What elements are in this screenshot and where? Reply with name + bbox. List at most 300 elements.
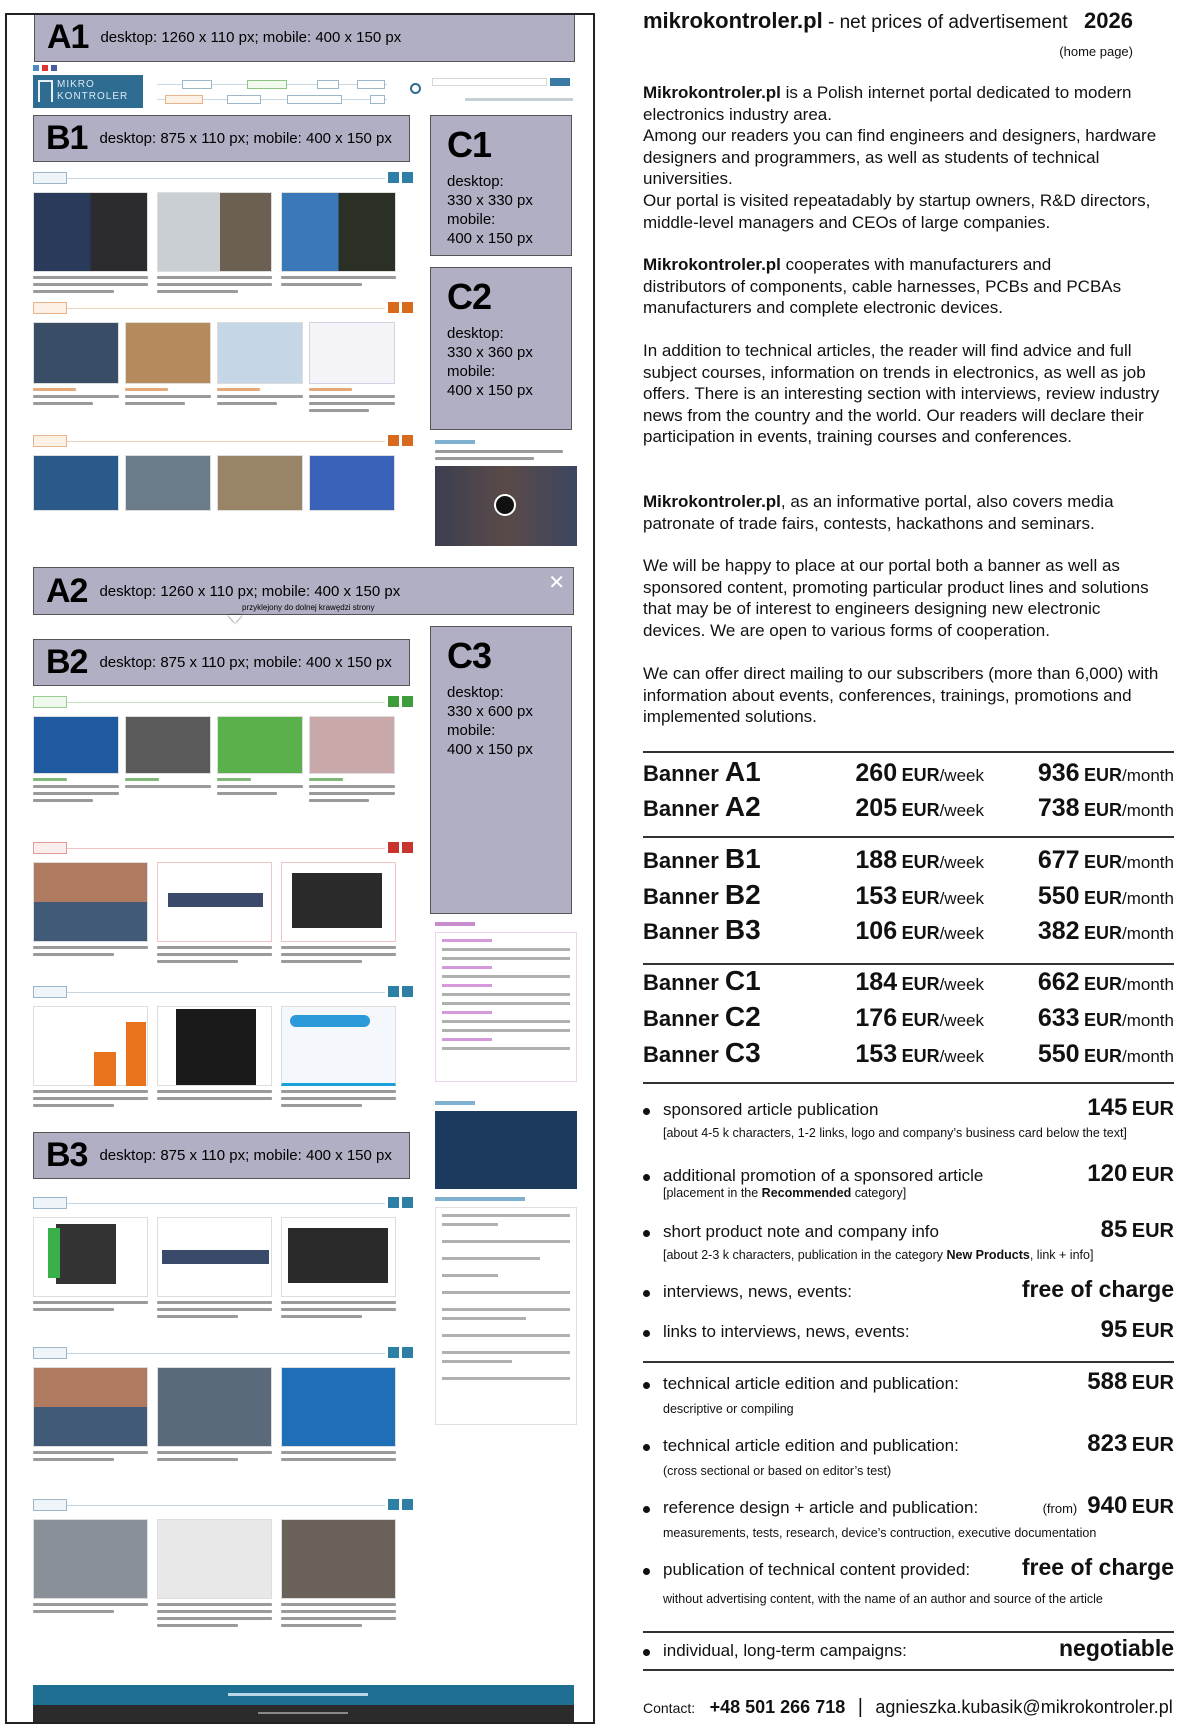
- bullet-icon: [643, 1230, 650, 1237]
- article-card[interactable]: [309, 716, 395, 802]
- prev-arrow-icon[interactable]: [388, 172, 399, 183]
- monthly-price: [1038, 882, 1174, 911]
- next-arrow-icon[interactable]: [402, 1347, 413, 1358]
- service-price: [1087, 1094, 1174, 1122]
- weekly-price: [855, 968, 984, 997]
- article-card[interactable]: [157, 192, 272, 293]
- section-tag[interactable]: [33, 1499, 67, 1511]
- article-card[interactable]: [217, 322, 303, 412]
- banner-name: [643, 791, 761, 823]
- period: /month: [1122, 766, 1174, 785]
- period: /week: [939, 1011, 984, 1030]
- section-tag[interactable]: [33, 172, 67, 184]
- price-value: 823: [1087, 1430, 1128, 1457]
- price-value: 550: [1037, 1040, 1080, 1068]
- banner-name: [643, 914, 761, 946]
- social-icons: [33, 65, 57, 71]
- banner-label: Banner: [643, 1042, 719, 1067]
- article-card[interactable]: [157, 1519, 272, 1627]
- widget-label: [435, 1197, 525, 1201]
- currency: EUR: [901, 888, 940, 908]
- section-tag[interactable]: [33, 986, 67, 998]
- price-value: 188: [855, 846, 898, 874]
- banner-code: C3: [724, 1037, 761, 1068]
- service-label: reference design + article and publication:: [663, 1498, 979, 1517]
- period: /week: [939, 975, 984, 994]
- service-price: [1022, 1276, 1174, 1303]
- banner-label: Banner: [643, 848, 719, 873]
- paragraph-text: is a Polish internet portal dedicated to modern electronics industry area.: [643, 83, 1132, 124]
- service-price: [1101, 1216, 1174, 1244]
- price-value: 205: [855, 794, 898, 822]
- period: /week: [939, 853, 984, 872]
- banner-price-row: [643, 879, 1174, 913]
- service-label: additional promotion of a sponsored article: [663, 1166, 984, 1185]
- next-arrow-icon[interactable]: [402, 986, 413, 997]
- note-category: New Products: [946, 1248, 1030, 1262]
- next-arrow-icon[interactable]: [402, 435, 413, 446]
- banner-name: [643, 843, 761, 875]
- service-label: short product note and company info: [663, 1222, 939, 1241]
- article-card[interactable]: [125, 716, 211, 802]
- banner-size-desktop: 330 x 330 px: [447, 192, 533, 209]
- price-value: 260: [855, 759, 898, 787]
- article-card[interactable]: [125, 322, 211, 412]
- banner-name: [643, 1037, 761, 1069]
- article-card[interactable]: [157, 862, 272, 963]
- next-arrow-icon[interactable]: [402, 172, 413, 183]
- banner-name: [643, 756, 761, 788]
- news-section: [33, 986, 413, 1107]
- section-header: [33, 986, 413, 1000]
- period: /week: [939, 889, 984, 908]
- article-card[interactable]: [217, 716, 303, 802]
- links-widget: [435, 1197, 577, 1425]
- banner-label: Banner: [643, 919, 719, 944]
- brand-name: Mikrokontroler.pl: [643, 255, 781, 274]
- paragraph-text: , as an informative portal, also covers media patronate of trade fairs, contests, hackathons and seminars.: [643, 492, 1114, 533]
- news-section: [33, 172, 413, 293]
- currency: EUR: [1131, 1320, 1174, 1342]
- nav-item[interactable]: [165, 95, 203, 104]
- price-value: 550: [1037, 882, 1080, 910]
- bullet-icon: [643, 1290, 650, 1297]
- price-value: 85: [1100, 1216, 1128, 1243]
- logo-text-2: KONTROLER: [57, 91, 129, 102]
- contact-phone[interactable]: +48 501 266 718: [709, 1697, 846, 1717]
- events-widget: [435, 922, 577, 1082]
- article-card[interactable]: [33, 192, 148, 293]
- article-card[interactable]: [33, 716, 119, 802]
- nav-item[interactable]: [287, 95, 342, 104]
- service-note: [about 4-5 k characters, 1-2 links, logo and company’s business card below the text]: [663, 1126, 1127, 1140]
- service-note: measurements, tests, research, device’s contruction, executive documentation: [663, 1526, 1097, 1540]
- article-card[interactable]: [157, 1217, 272, 1318]
- banner-b2: [33, 639, 410, 686]
- footer-copyright: [33, 1705, 574, 1722]
- article-card[interactable]: [217, 455, 303, 511]
- arrow-down-icon: [228, 615, 242, 623]
- period: /week: [939, 924, 984, 943]
- prev-arrow-icon[interactable]: [388, 842, 399, 853]
- news-section: [33, 1499, 413, 1627]
- weekly-price: [855, 1004, 984, 1033]
- price-value: 936: [1037, 759, 1080, 787]
- banner-size-desktop: 330 x 360 px: [447, 344, 533, 361]
- nav-item[interactable]: [182, 80, 212, 89]
- page-subtitle: (home page): [1059, 44, 1133, 59]
- banner-label: Banner: [643, 884, 719, 909]
- service-price: [1087, 1160, 1174, 1188]
- currency: EUR: [1084, 1046, 1123, 1066]
- banner-name: [643, 965, 761, 997]
- section-header: [33, 696, 413, 710]
- article-card[interactable]: [309, 455, 395, 511]
- section-tag[interactable]: [33, 435, 67, 447]
- section-tag[interactable]: [33, 1347, 67, 1359]
- currency: EUR: [1084, 888, 1123, 908]
- banner-price-row: [643, 756, 1174, 790]
- price-value: 677: [1037, 846, 1080, 874]
- intro-paragraph-5: We will be happy to place at our portal both a banner as well as sponsored content, promoting particular product lines and solutions that may be of interest to engineers designing new electronic devices. We are open to various forms of cooperation.: [643, 556, 1149, 640]
- title-text: - net prices of advertisement: [822, 12, 1068, 33]
- currency: EUR: [901, 923, 940, 943]
- article-card[interactable]: [281, 862, 396, 963]
- banner-size-label: mobile:: [447, 722, 496, 739]
- nav-item[interactable]: [247, 80, 287, 89]
- currency: EUR: [1084, 852, 1123, 872]
- news-section: [33, 842, 413, 963]
- banner-size-label: mobile:: [447, 363, 496, 380]
- nav-item[interactable]: [317, 80, 339, 89]
- service-price: [1087, 1430, 1174, 1458]
- banner-code: B1: [724, 843, 761, 874]
- banner-size: desktop: 875 x 110 px; mobile: 400 x 150 px: [99, 654, 392, 671]
- period: /month: [1122, 801, 1174, 820]
- banner-code: A2: [46, 571, 88, 610]
- banner-size: desktop: 1260 x 110 px; mobile: 400 x 150 px: [99, 582, 401, 600]
- section-tag[interactable]: [33, 696, 67, 708]
- intro-paragraph-3: In addition to technical articles, the reader will find advice and full subject courses, information on trends in electronics, as well as job offers. There is an interesting section with interviews, review industry news from the country and the world. Our readers will declare their participation in events, training courses and conferences.: [643, 341, 1160, 447]
- search-icon[interactable]: [410, 83, 421, 94]
- section-header: [33, 1347, 413, 1361]
- prev-arrow-icon[interactable]: [388, 302, 399, 313]
- service-price: [1101, 1316, 1174, 1344]
- banner-code: C2: [447, 276, 492, 317]
- period: /month: [1122, 975, 1174, 994]
- page-title: [643, 8, 1133, 34]
- paragraph-text: Our portal is visited repeatadably by startup owners, R&D directors, middle-level managers and CEOs of large companies.: [643, 190, 1151, 232]
- separator: |: [857, 1696, 863, 1718]
- brand-name: mikrokontroler.pl: [643, 8, 823, 33]
- banner-label: Banner: [643, 970, 719, 995]
- banner-name: [643, 1001, 761, 1033]
- currency: EUR: [901, 765, 940, 785]
- service-label: technical article edition and publication:: [663, 1374, 959, 1393]
- monthly-price: [1038, 846, 1174, 875]
- banner-size-label: desktop:: [447, 325, 504, 342]
- divider: [643, 963, 1174, 965]
- price-value: 145: [1087, 1094, 1128, 1121]
- price-value: 633: [1037, 1004, 1080, 1032]
- article-card[interactable]: [125, 455, 211, 511]
- nav-item[interactable]: [370, 95, 385, 104]
- service-label: technical article edition and publication:: [663, 1436, 959, 1455]
- contact-line: [643, 1696, 1174, 1719]
- sticky-note: przyklejony do dolnej krawędzi strony: [242, 603, 375, 612]
- service-label: publication of technical content provided:: [663, 1560, 971, 1579]
- note-text: , link + info]: [1029, 1248, 1094, 1262]
- article-card[interactable]: [157, 1006, 272, 1107]
- banner-size-label: desktop:: [447, 684, 504, 701]
- period: /week: [939, 1047, 984, 1066]
- period: /month: [1122, 889, 1174, 908]
- site-logo[interactable]: [33, 75, 143, 108]
- monthly-price: [1038, 1004, 1174, 1033]
- banner-size-label: mobile:: [447, 211, 496, 228]
- prev-arrow-icon[interactable]: [388, 1347, 399, 1358]
- currency: EUR: [1084, 1010, 1123, 1030]
- price-value: 184: [855, 968, 898, 996]
- article-card[interactable]: [33, 322, 119, 412]
- banner-label: Banner: [643, 796, 719, 821]
- note-text: category]: [851, 1186, 907, 1200]
- period: /month: [1122, 1047, 1174, 1066]
- price-value: 176: [855, 1004, 898, 1032]
- news-section: [33, 302, 413, 412]
- divider: [643, 1631, 1174, 1633]
- price-value: 940: [1087, 1492, 1128, 1519]
- bullet-icon: [643, 1649, 650, 1656]
- weekly-price: [855, 846, 984, 875]
- note-category: Recommended: [761, 1186, 852, 1200]
- note-text: [placement in the: [663, 1186, 762, 1200]
- currency: EUR: [1131, 1098, 1174, 1120]
- banner-c1: [430, 115, 572, 256]
- twitter-icon[interactable]: [33, 65, 39, 71]
- next-arrow-icon[interactable]: [402, 1499, 413, 1510]
- next-arrow-icon[interactable]: [402, 302, 413, 313]
- banner-a2: [33, 567, 574, 615]
- currency: EUR: [1131, 1372, 1174, 1394]
- bullet-icon: [643, 1444, 650, 1451]
- news-section: [33, 696, 413, 802]
- monthly-price: [1038, 917, 1174, 946]
- article-card[interactable]: [33, 1217, 148, 1318]
- intro-paragraph-4: [643, 491, 1163, 534]
- article-card[interactable]: [281, 192, 396, 293]
- article-card[interactable]: [33, 1006, 148, 1107]
- logo-text-1: MIKRO: [57, 79, 95, 90]
- article-card[interactable]: [157, 1367, 272, 1461]
- banner-code: B2: [46, 643, 88, 681]
- banner-code: C2: [724, 1001, 761, 1032]
- banner-label: Banner: [643, 761, 719, 786]
- section-tag[interactable]: [33, 302, 67, 314]
- price-value: 153: [855, 1040, 898, 1068]
- banner-code: A2: [724, 791, 761, 822]
- service-label: interviews, news, events:: [663, 1282, 852, 1301]
- weekly-price: [855, 759, 984, 788]
- period: /week: [939, 766, 984, 785]
- widget-label: [435, 440, 475, 444]
- logo-mark: [38, 80, 53, 102]
- service-note: [663, 1186, 906, 1200]
- article-card[interactable]: [309, 322, 395, 412]
- currency: EUR: [1131, 1496, 1174, 1518]
- currency: EUR: [901, 974, 940, 994]
- paragraph-text: Among our readers you can find engineers and designers, hardware designers and programmers, as well as students of technical universities.: [643, 126, 1157, 189]
- currency: EUR: [1084, 923, 1123, 943]
- banner-price-row: [643, 843, 1174, 877]
- banner-size-mobile: 400 x 150 px: [447, 382, 533, 399]
- currency: EUR: [1084, 800, 1123, 820]
- period: /month: [1122, 924, 1174, 943]
- contact-email[interactable]: agnieszka.kubasik@mikrokontroler.pl: [875, 1697, 1173, 1717]
- youtube-icon[interactable]: [42, 65, 48, 71]
- brand-name: Mikrokontroler.pl: [643, 83, 781, 102]
- banner-size-label: desktop:: [447, 173, 504, 190]
- section-header: [33, 302, 413, 316]
- main-nav: [157, 77, 387, 107]
- price-text: free of charge: [1021, 1276, 1174, 1302]
- banner-code: B3: [46, 1136, 88, 1174]
- facebook-icon[interactable]: [51, 65, 57, 71]
- divider: [643, 1082, 1174, 1084]
- weekly-price: [855, 794, 984, 823]
- multimedia-widget: [435, 440, 577, 546]
- banner-price-row: [643, 1037, 1174, 1071]
- price-value: 382: [1037, 917, 1080, 945]
- bullet-icon: [643, 1506, 650, 1513]
- section-tag[interactable]: [33, 1197, 67, 1209]
- banner-code: C3: [447, 635, 492, 676]
- price-text: negotiable: [1058, 1635, 1174, 1661]
- banner-b3: [33, 1132, 410, 1179]
- prev-arrow-icon[interactable]: [388, 1499, 399, 1510]
- currency: EUR: [901, 800, 940, 820]
- banner-code: B2: [724, 879, 761, 910]
- prev-arrow-icon[interactable]: [388, 986, 399, 997]
- service-price: [1022, 1554, 1174, 1581]
- price-value: 106: [855, 917, 898, 945]
- price-value: 153: [855, 882, 898, 910]
- currency: EUR: [901, 852, 940, 872]
- monthly-price: [1038, 968, 1174, 997]
- price-value: 95: [1100, 1316, 1128, 1343]
- banner-size-mobile: 400 x 150 px: [447, 230, 533, 247]
- video-thumbnail[interactable]: [435, 466, 577, 546]
- weekly-price: [855, 1040, 984, 1069]
- banner-size: desktop: 875 x 110 px; mobile: 400 x 150 px: [99, 1147, 392, 1164]
- article-card[interactable]: [281, 1006, 396, 1107]
- widget-label: [435, 1101, 475, 1105]
- monthly-price: [1038, 794, 1174, 823]
- banner-a1: [34, 13, 575, 62]
- price-value: 738: [1037, 794, 1080, 822]
- period: /month: [1122, 853, 1174, 872]
- bullet-icon: [643, 1108, 650, 1115]
- search-button[interactable]: [550, 78, 570, 86]
- next-arrow-icon[interactable]: [402, 696, 413, 707]
- search-input[interactable]: [432, 78, 547, 86]
- intro-paragraph-6: We can offer direct mailing to our subscribers (more than 6,000) with information about events, conferences, trainings, promotions and implemented solutions.: [643, 664, 1159, 727]
- bullet-icon: [643, 1382, 650, 1389]
- banner-price-row: [643, 1001, 1174, 1035]
- section-header: [33, 1499, 413, 1513]
- contact-label: Contact:: [643, 1700, 696, 1716]
- banner-c3: [430, 626, 572, 914]
- divider: [643, 751, 1174, 753]
- service-label: sponsored article publication: [663, 1100, 879, 1119]
- play-icon[interactable]: [494, 494, 516, 516]
- section-tag[interactable]: [33, 842, 67, 854]
- video-thumbnail[interactable]: [435, 1111, 577, 1189]
- service-label: links to interviews, news, events:: [663, 1322, 910, 1341]
- service-note: descriptive or compiling: [663, 1402, 794, 1416]
- next-arrow-icon[interactable]: [402, 1197, 413, 1208]
- article-card[interactable]: [281, 1519, 396, 1627]
- section-header: [33, 842, 413, 856]
- price-value: 588: [1087, 1368, 1128, 1395]
- prev-arrow-icon[interactable]: [388, 435, 399, 446]
- service-note: without advertising content, with the name of an author and source of the article: [663, 1592, 1103, 1606]
- next-arrow-icon[interactable]: [402, 842, 413, 853]
- banner-code: A1: [724, 756, 761, 787]
- article-card[interactable]: [33, 862, 148, 963]
- price-value: 662: [1037, 968, 1080, 996]
- article-card[interactable]: [281, 1367, 396, 1461]
- banner-size-desktop: 330 x 600 px: [447, 703, 533, 720]
- banner-code: B1: [46, 119, 88, 157]
- service-price: [1059, 1635, 1174, 1662]
- intro-paragraph-2: [643, 254, 1123, 319]
- footer-links: [33, 1685, 574, 1705]
- prev-arrow-icon[interactable]: [388, 696, 399, 707]
- banner-c2: [430, 267, 572, 430]
- currency: EUR: [1131, 1164, 1174, 1186]
- article-card[interactable]: [33, 1519, 148, 1627]
- bullet-icon: [643, 1330, 650, 1337]
- bullet-icon: [643, 1174, 650, 1181]
- banner-code: A1: [47, 18, 89, 56]
- divider: [643, 836, 1174, 838]
- article-card[interactable]: [33, 1367, 148, 1461]
- nav-item[interactable]: [227, 95, 261, 104]
- news-section: [33, 1347, 413, 1461]
- period: /month: [1122, 1011, 1174, 1030]
- article-card[interactable]: [33, 455, 119, 511]
- banner-size: desktop: 875 x 110 px; mobile: 400 x 150 px: [99, 130, 392, 147]
- banner-label: Banner: [643, 1006, 719, 1031]
- news-section: [33, 1197, 413, 1318]
- article-card[interactable]: [281, 1217, 396, 1318]
- note-text: [about 2-3 k characters, publication in the category: [663, 1248, 947, 1262]
- banner-name: [643, 879, 761, 911]
- section-header: [33, 1197, 413, 1211]
- prev-arrow-icon[interactable]: [388, 1197, 399, 1208]
- service-label: individual, long-term campaigns:: [663, 1641, 907, 1660]
- banner-price-row: [643, 965, 1174, 999]
- widget-label: [435, 922, 475, 926]
- close-icon[interactable]: ✕: [548, 572, 565, 594]
- paragraph-text: cooperates with manufacturers and distributors of components, cable harnesses, PCBs and PCBAs manufacturers and complete electronic devices.: [643, 255, 1122, 318]
- currency: EUR: [1131, 1434, 1174, 1456]
- video-widget: [435, 1101, 577, 1189]
- homepage-mockup: [5, 13, 595, 1724]
- bullet-icon: [643, 1568, 650, 1575]
- nav-item[interactable]: [357, 80, 385, 89]
